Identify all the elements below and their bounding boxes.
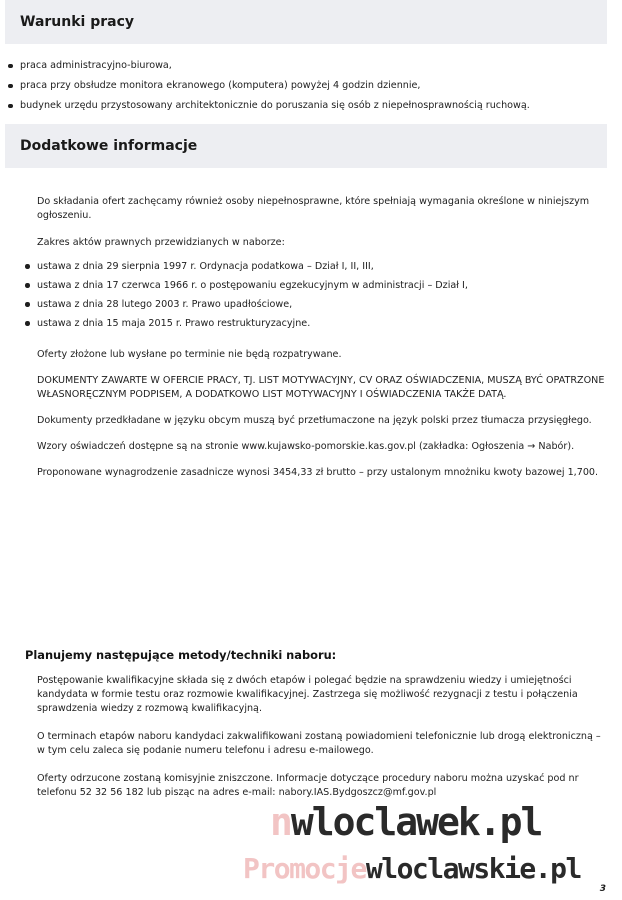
- watermark-wloclawek: nwloclawek.pl: [270, 800, 542, 844]
- salary-paragraph: Proponowane wynagrodzenie zasadnicze wynosi 3454,33 zł brutto – przy ustalonym mnożniku kwoty bazowej 1,700.: [37, 467, 599, 478]
- list-item: budynek urzędu przystosowany architektonicznie do poruszania się osób z niepełnosprawnością ruchową.: [8, 96, 530, 116]
- methods-title: Planujemy następujące metody/techniki naboru:: [25, 648, 337, 662]
- list-item: praca administracyjno-biurowa,: [8, 56, 530, 76]
- watermark-promocje: Promocjewloclawskie.pl: [243, 852, 581, 885]
- conditions-list: [8, 56, 530, 116]
- laws-list: [25, 257, 468, 333]
- page-number: 3: [599, 884, 606, 894]
- methods-paragraph-2: O terminach etapów naboru kandydaci zakwalifikowani zostaną powiadomieni telefonicznie lub drogą elektroniczną – w tym celu zaleca się podanie numeru telefonu i adresu e-mailowego.: [37, 731, 601, 756]
- section-title-warunki: Warunki pracy: [20, 14, 135, 30]
- late-offers-paragraph: Oferty złożone lub wysłane po terminie nie będą rozpatrywane.: [37, 349, 342, 360]
- intro-paragraph: Do składania ofert zachęcamy również osoby niepełnosprawne, które spełniają wymagania określone w niniejszym ogłoszeniu.: [37, 196, 590, 221]
- section-header-dodatkowe: [5, 124, 607, 168]
- methods-paragraph-1: Postępowanie kwalifikacyjne składa się z dwóch etapów i polegać będzie na sprawdzeniu wiedzy i umiejętności kandydata w formie testu oraz rozmowie kwalifikacyjnej. Zastrzega się możliwość rezygnacji z testu i połączenia sprawdzenia wiedzy z rozmową kwalifikacyjną.: [37, 675, 578, 714]
- section-title-dodatkowe: Dodatkowe informacje: [20, 138, 198, 154]
- list-item: ustawa z dnia 28 lutego 2003 r. Prawo upadłościowe,: [25, 295, 468, 314]
- laws-intro: Zakres aktów prawnych przewidzianych w naborze:: [37, 237, 285, 248]
- list-item: ustawa z dnia 17 czerwca 1966 r. o postępowaniu egzekucyjnym w administracji – Dział I,: [25, 276, 468, 295]
- templates-paragraph: Wzory oświadczeń dostępne są na stronie www.kujawsko-pomorskie.kas.gov.pl (zakładka: Ogłoszenia → Nabór).: [37, 441, 575, 452]
- section-header-warunki: [5, 0, 607, 44]
- list-item: ustawa z dnia 15 maja 2015 r. Prawo restrukturyzacyjne.: [25, 314, 468, 333]
- methods-paragraph-3: Oferty odrzucone zostaną komisyjnie zniszczone. Informacje dotyczące procedury naboru można uzyskać pod nr telefonu 52 32 56 182 lub pisząc na adres e-mail: nabory.IAS.Bydgoszcz@mf.gov.pl: [37, 773, 579, 798]
- foreign-documents-paragraph: Dokumenty przedkładane w języku obcym muszą być przetłumaczone na język polski przez tłumacza przysięgłego.: [37, 415, 592, 426]
- documents-caps-paragraph: DOKUMENTY ZAWARTE W OFERCIE PRACY, TJ. LIST MOTYWACYJNY, CV ORAZ OŚWIADCZENIA, MUSZĄ BYĆ OPATRZONE WŁASNORĘCZNYM PODPISEM, A DODATKOWO LIST MOTYWACYJNY I OŚWIADCZENIA TAKŻE DATĄ.: [37, 375, 605, 400]
- list-item: ustawa z dnia 29 sierpnia 1997 r. Ordynacja podatkowa – Dział I, II, III,: [25, 257, 468, 276]
- list-item: praca przy obsłudze monitora ekranowego (komputera) powyżej 4 godzin dziennie,: [8, 76, 530, 96]
